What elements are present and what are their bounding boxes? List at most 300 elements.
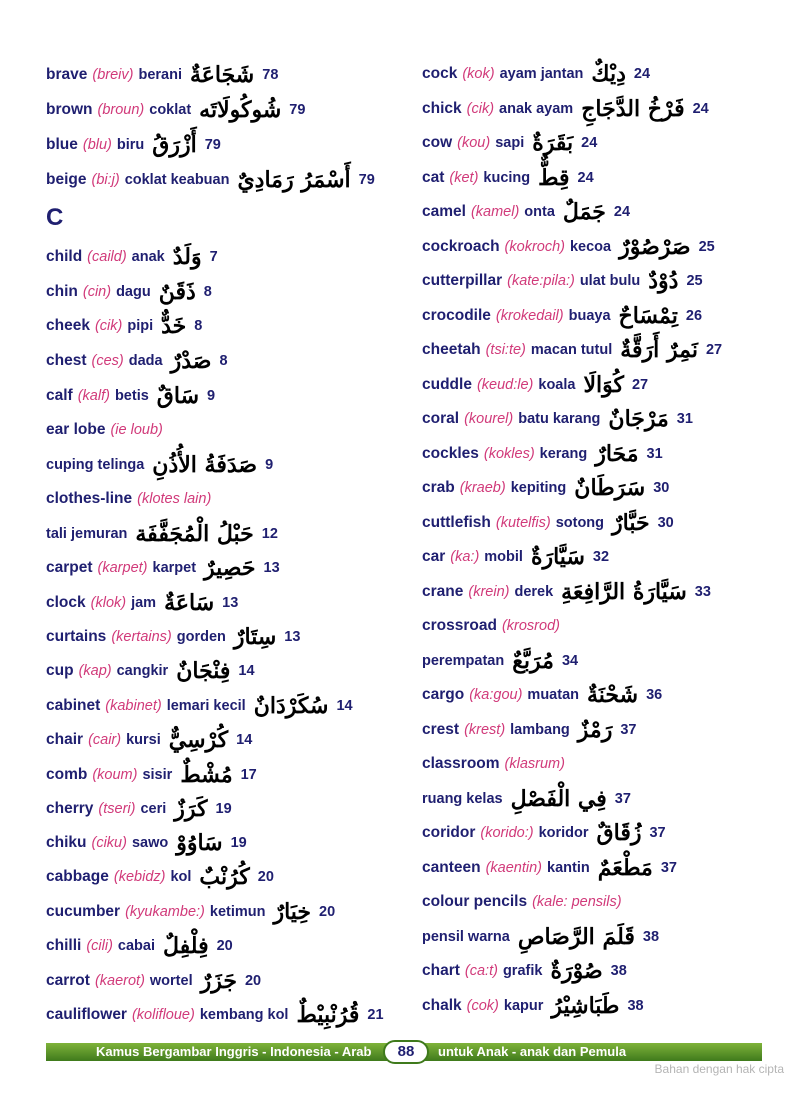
page-reference: 78 (262, 67, 279, 83)
dictionary-entry (422, 611, 560, 641)
pronunciation: (koum) (92, 767, 138, 783)
indonesian-translation: dagu (116, 284, 151, 300)
english-word: clothes-line (46, 490, 133, 507)
english-word: cock (422, 65, 458, 82)
pronunciation: (kaerot) (94, 973, 145, 989)
dictionary-entry (422, 128, 597, 158)
dictionary-entry (422, 577, 711, 607)
page-reference: 19 (215, 801, 232, 817)
dictionary-entry (422, 370, 648, 400)
pronunciation: (kabinet) (105, 698, 162, 714)
dictionary-entry (422, 266, 703, 296)
dictionary-entry (46, 897, 335, 927)
page-reference: 8 (203, 284, 212, 300)
indonesian-translation: koridor (538, 825, 589, 841)
arabic-translation: جَزَرٌ (200, 968, 237, 994)
english-word: crane (422, 582, 464, 600)
page-reference: 27 (705, 342, 723, 358)
english-word: cat (422, 168, 445, 186)
english-word: crab (422, 479, 455, 496)
dictionary-entry (422, 94, 709, 124)
pronunciation: (kraeb) (459, 480, 506, 496)
english-word: blue (46, 136, 78, 153)
page-reference: 24 (581, 135, 598, 151)
page-reference: 34 (561, 652, 579, 669)
page-reference: 79 (204, 137, 221, 153)
english-word: coral (422, 410, 460, 427)
english-word: chiku (46, 834, 87, 851)
dictionary-entry (422, 956, 627, 986)
arabic-translation: قَلَمَ الرَّصَاصِ (517, 923, 635, 950)
section-letter: C (46, 204, 64, 231)
indonesian-translation: kecoa (569, 238, 612, 255)
dictionary-entry (422, 163, 594, 193)
arabic-translation: سَرَطَانٌ (574, 475, 646, 501)
pronunciation: (ka:gou) (469, 687, 523, 703)
pronunciation: (kolifloue) (131, 1007, 195, 1023)
arabic-translation: شَجَاعَةٌ (189, 62, 255, 88)
arabic-translation: شُوكُولَاتَه (199, 97, 282, 123)
arabic-translation: سَيَّارَةُ الرَّافِعَةِ (561, 578, 687, 605)
arabic-translation: حَصِيرٌ (204, 555, 256, 581)
page-reference: 14 (336, 698, 353, 714)
english-word: chilli (46, 937, 82, 954)
indonesian-translation: ruang kelas (422, 790, 503, 807)
dictionary-entry (46, 130, 221, 160)
page-reference: 13 (263, 560, 280, 576)
indonesian-translation: lemari kecil (166, 698, 246, 714)
pronunciation: (kap) (78, 663, 112, 679)
arabic-translation: زُقَاقٌ (596, 820, 642, 846)
pronunciation: (klotes lain) (137, 491, 212, 507)
page-reference: 32 (592, 549, 610, 565)
english-word: cockroach (422, 237, 500, 255)
dictionary-entry (46, 484, 211, 514)
indonesian-translation: kembang kol (199, 1007, 289, 1023)
pronunciation: (cik) (466, 100, 495, 117)
dictionary-entry (46, 931, 233, 961)
indonesian-translation: anak ayam (499, 100, 574, 117)
arabic-translation: سِتَارٌ (233, 624, 277, 650)
page-reference: 30 (653, 480, 670, 496)
english-word: carpet (46, 559, 93, 576)
page-reference: 36 (646, 687, 663, 703)
dictionary-entry (422, 818, 666, 848)
page-reference: 24 (577, 169, 594, 186)
indonesian-translation: anak (131, 249, 165, 265)
english-word: crocodile (422, 306, 491, 324)
dictionary-entry (46, 346, 228, 376)
indonesian-translation: sawo (131, 835, 169, 851)
indonesian-translation: perempatan (422, 652, 505, 669)
page-reference: 17 (240, 767, 257, 783)
arabic-translation: فَرْخُ الدَّجَاجِ (581, 95, 685, 122)
page-reference: 37 (620, 721, 637, 738)
indonesian-translation: cangkir (116, 663, 169, 679)
dictionary-entry (46, 415, 163, 445)
page-reference: 24 (633, 66, 651, 82)
page-reference: 38 (610, 963, 627, 979)
dictionary-entry (422, 301, 702, 331)
indonesian-translation: sisir (142, 767, 173, 783)
english-word: chart (422, 962, 460, 979)
page-reference: 31 (646, 445, 663, 462)
arabic-translation: صُوْرَةٌ (550, 958, 603, 984)
pronunciation: (cik) (94, 318, 123, 334)
dictionary-entry (46, 165, 375, 195)
arabic-translation: حَبَّارٌ (612, 509, 650, 536)
arabic-translation: سَاعَةٌ (164, 590, 215, 616)
english-word: beige (46, 171, 87, 188)
english-word: coridor (422, 824, 476, 841)
dictionary-entry (46, 691, 353, 721)
arabic-translation: رَمْزٌ (577, 716, 613, 743)
indonesian-translation: coklat (149, 102, 192, 118)
english-word: canteen (422, 858, 481, 876)
page-reference: 12 (261, 526, 278, 542)
page-reference: 37 (614, 790, 631, 807)
english-word: cockles (422, 444, 479, 462)
english-word: colour pencils (422, 893, 528, 910)
indonesian-translation: wortel (149, 973, 193, 989)
english-word: cabbage (46, 868, 109, 885)
english-word: car (422, 548, 446, 565)
pronunciation: (keud:le) (476, 376, 534, 393)
indonesian-translation: mobil (484, 549, 523, 565)
dictionary-entry (46, 622, 300, 652)
dictionary-entry (422, 991, 644, 1021)
indonesian-translation: buaya (568, 307, 611, 324)
pronunciation: (ka:) (450, 549, 480, 565)
page-reference: 7 (209, 249, 218, 265)
dictionary-entry (422, 749, 565, 779)
pronunciation: (kebidz) (113, 869, 166, 885)
arabic-translation: كُرُنْبٌ (199, 864, 250, 890)
dictionary-entry (46, 966, 261, 996)
indonesian-translation: muatan (527, 687, 579, 703)
dictionary-entry (422, 473, 669, 503)
page-reference: 13 (284, 629, 301, 645)
dictionary-entry (46, 725, 252, 755)
dictionary-entry (46, 381, 215, 411)
dictionary-entry (46, 60, 278, 90)
arabic-translation: فِنْجَانٌ (176, 658, 231, 684)
arabic-translation: بَقَرَةٌ (532, 130, 574, 156)
indonesian-translation: cabai (117, 938, 155, 954)
arabic-translation: سَيَّارَةٌ (530, 544, 585, 570)
indonesian-translation: karpet (152, 560, 197, 576)
page-reference: 14 (236, 732, 253, 748)
footer-book-title: Kamus Bergambar Inggris - Indonesia - Arab (96, 1044, 372, 1059)
pronunciation: (krein) (468, 583, 510, 600)
indonesian-translation: gorden (176, 629, 226, 645)
pronunciation: (ket) (449, 169, 479, 186)
english-word: carrot (46, 972, 90, 989)
page-reference: 24 (692, 100, 709, 117)
indonesian-translation: grafik (502, 963, 543, 979)
arabic-translation: خِيَارٌ (273, 899, 312, 925)
arabic-translation: أَزْرَقُ (152, 132, 197, 158)
arabic-translation: ذَقَنٌ (158, 279, 196, 305)
english-word: crest (422, 720, 460, 738)
pronunciation: (breiv) (92, 67, 134, 83)
english-word: classroom (422, 755, 500, 772)
dictionary-entry (422, 508, 674, 538)
indonesian-translation: kapur (503, 997, 544, 1014)
arabic-translation: صَرْصُوْرٌ (619, 233, 691, 260)
page-reference: 13 (222, 595, 239, 611)
dictionary-entry (422, 335, 722, 365)
indonesian-translation: tali jemuran (46, 526, 128, 542)
arabic-translation: نَمِرٌ أَرَقَّةٌ (620, 337, 698, 363)
pronunciation: (ca:t) (464, 963, 498, 979)
arabic-translation: شَحْنَةٌ (587, 682, 639, 708)
indonesian-translation: pipi (127, 318, 154, 334)
pronunciation: (cili) (86, 938, 113, 954)
dictionary-entry (422, 853, 677, 883)
indonesian-translation: kantin (547, 859, 590, 876)
arabic-translation: مُشْطٌ (180, 762, 233, 788)
indonesian-translation: ulat bulu (579, 273, 641, 289)
english-word: brave (46, 66, 88, 83)
pronunciation: (klasrum) (504, 756, 565, 772)
page-reference: 31 (676, 411, 693, 427)
dictionary-entry (422, 784, 631, 814)
dictionary-entry (422, 59, 650, 89)
pronunciation: (korido:) (480, 825, 534, 841)
dictionary-entry (46, 1000, 384, 1030)
page-reference: 27 (631, 376, 649, 393)
dictionary-entry (46, 794, 232, 824)
pronunciation: (ciku) (91, 835, 127, 851)
arabic-translation: قِطٌّ (538, 164, 570, 191)
dictionary-entry (422, 646, 578, 676)
dictionary-entry (422, 887, 622, 917)
page-reference: 79 (289, 102, 306, 118)
pronunciation: (broun) (97, 102, 145, 118)
english-word: curtains (46, 628, 107, 645)
english-word: chest (46, 352, 87, 369)
page-reference: 26 (685, 307, 703, 324)
pronunciation: (ie loub) (110, 422, 163, 438)
pronunciation: (kyukambe:) (125, 904, 205, 920)
page-reference: 37 (660, 859, 677, 876)
arabic-translation: سُكَرْدَانٌ (253, 693, 329, 719)
arabic-translation: فِي الْفَصْلِ (510, 785, 607, 812)
dictionary-entry (46, 277, 212, 307)
dictionary-entry (46, 311, 202, 341)
arabic-translation: مَطْعَمٌ (597, 854, 653, 881)
arabic-translation: مَرْجَانٌ (608, 406, 669, 432)
footer-bar (46, 1043, 762, 1061)
pronunciation: (bi:j) (91, 172, 120, 188)
pronunciation: (cair) (88, 732, 122, 748)
english-word: cow (422, 134, 453, 151)
copyright-notice: Bahan dengan hak cipta (654, 1062, 784, 1076)
page-reference: 30 (657, 514, 674, 531)
page-reference: 19 (230, 835, 247, 851)
page-reference: 38 (642, 928, 660, 945)
dictionary-entry (422, 715, 636, 745)
pronunciation: (kaentin) (485, 859, 543, 876)
english-word: clock (46, 594, 86, 611)
english-word: ear lobe (46, 421, 106, 438)
english-word: cuttlefish (422, 513, 491, 531)
arabic-translation: سَاوُوْ (176, 830, 223, 856)
english-word: chin (46, 283, 78, 300)
pronunciation: (kokles) (483, 445, 535, 462)
page-reference: 21 (367, 1007, 384, 1023)
english-word: camel (422, 203, 466, 220)
indonesian-translation: coklat keabuan (124, 172, 230, 188)
indonesian-translation: cuping telinga (46, 457, 145, 473)
indonesian-translation: derek (514, 583, 554, 600)
page-reference: 9 (265, 457, 274, 473)
dictionary-entry (422, 680, 662, 710)
page-reference: 8 (219, 353, 228, 369)
english-word: cargo (422, 686, 465, 703)
indonesian-translation: macan tutul (530, 342, 613, 358)
dictionary-entry (46, 519, 278, 549)
arabic-translation: كُوَالَا (583, 371, 624, 398)
page-reference: 79 (358, 172, 375, 188)
indonesian-translation: koala (538, 376, 576, 393)
pronunciation: (kou) (457, 135, 491, 151)
pronunciation: (cok) (466, 997, 499, 1014)
indonesian-translation: ceri (140, 801, 167, 817)
english-word: chalk (422, 996, 462, 1014)
english-word: cheetah (422, 341, 481, 358)
arabic-translation: صَدْرٌ (170, 348, 212, 374)
english-word: chick (422, 99, 462, 117)
arabic-translation: دِيْكٌ (591, 61, 626, 87)
arabic-translation: صَدَفَةُ الأُذُنِ (152, 452, 258, 478)
page-reference: 33 (694, 583, 711, 600)
english-word: cherry (46, 800, 94, 817)
arabic-translation: قُرُنْبِيْطٌ (296, 1002, 360, 1028)
pronunciation: (kourel) (464, 411, 514, 427)
page-reference: 25 (698, 238, 715, 255)
page-reference: 37 (649, 825, 666, 841)
page-reference: 25 (686, 273, 703, 289)
page-reference: 24 (613, 204, 631, 220)
english-word: child (46, 248, 83, 265)
arabic-translation: حَبْلُ الْمُجَفَّفَة (135, 521, 254, 547)
dictionary-entry (46, 242, 218, 272)
dictionary-entry (422, 232, 715, 262)
pronunciation: (kertains) (111, 629, 172, 645)
pronunciation: (karpet) (97, 560, 148, 576)
indonesian-translation: berani (138, 67, 182, 83)
indonesian-translation: sapi (495, 135, 525, 151)
indonesian-translation: lambang (510, 721, 570, 738)
english-word: cabinet (46, 697, 101, 714)
indonesian-translation: pensil warna (422, 928, 510, 945)
page-reference: 38 (627, 997, 644, 1014)
pronunciation: (blu) (82, 137, 112, 153)
dictionary-entry (46, 95, 305, 125)
dictionary-entry (422, 439, 663, 469)
arabic-translation: تِمْسَاحٌ (618, 302, 678, 329)
indonesian-translation: kucing (483, 169, 531, 186)
dictionary-entry (46, 828, 247, 858)
page-reference: 20 (216, 938, 233, 954)
pronunciation: (kale: pensils) (532, 894, 622, 910)
page-reference: 8 (194, 318, 203, 334)
pronunciation: (kalf) (77, 388, 110, 404)
arabic-translation: كَرَزٌ (174, 796, 208, 822)
indonesian-translation: kursi (126, 732, 161, 748)
pronunciation: (klok) (90, 595, 127, 611)
indonesian-translation: dada (128, 353, 163, 369)
english-word: cuddle (422, 375, 472, 393)
dictionary-entry (422, 542, 609, 572)
pronunciation: (kamel) (470, 204, 520, 220)
indonesian-translation: onta (524, 204, 555, 220)
indonesian-translation: kepiting (510, 480, 567, 496)
pronunciation: (krosrod) (501, 618, 560, 634)
arabic-translation: طَبَاشِيْرُ (551, 992, 620, 1019)
pronunciation: (krest) (464, 721, 506, 738)
dictionary-entry (422, 197, 630, 227)
page-reference: 9 (207, 388, 216, 404)
pronunciation: (kate:pila:) (507, 273, 575, 289)
dictionary-entry (46, 760, 257, 790)
arabic-translation: أَسْمَرُ رَمَادِيٌ (237, 167, 351, 193)
english-word: calf (46, 387, 73, 404)
dictionary-entry (422, 922, 659, 952)
arabic-translation: فِلْفِلٌ (163, 933, 209, 959)
arabic-translation: سَاقٌ (156, 383, 200, 409)
page-number: 88 (383, 1040, 429, 1064)
pronunciation: (ces) (91, 353, 124, 369)
page-reference: 20 (319, 904, 336, 920)
english-word: comb (46, 766, 88, 783)
pronunciation: (caild) (87, 249, 127, 265)
indonesian-translation: biru (116, 137, 145, 153)
indonesian-translation: sotong (555, 514, 605, 531)
indonesian-translation: betis (114, 388, 149, 404)
english-word: cauliflower (46, 1006, 127, 1023)
dictionary-entry (46, 862, 274, 892)
page-reference: 20 (244, 973, 262, 989)
arabic-translation: وَلَدٌ (172, 244, 202, 270)
english-word: cucumber (46, 903, 121, 920)
indonesian-translation: jam (131, 595, 157, 611)
arabic-translation: كُرْسِيٌّ (168, 727, 229, 753)
indonesian-translation: kol (170, 869, 192, 885)
pronunciation: (cin) (82, 284, 112, 300)
arabic-translation: مُرَبَّعٌ (512, 647, 554, 674)
pronunciation: (tsi:te) (485, 342, 526, 358)
pronunciation: (kokroch) (504, 238, 565, 255)
arabic-translation: خَدٌّ (161, 313, 187, 339)
indonesian-translation: batu karang (518, 411, 601, 427)
indonesian-translation: ketimun (209, 904, 266, 920)
page-reference: 20 (257, 869, 274, 885)
english-word: cheek (46, 317, 90, 334)
page-reference: 14 (238, 663, 255, 679)
dictionary-entry (422, 404, 693, 434)
pronunciation: (tseri) (98, 801, 136, 817)
dictionary-entry (46, 553, 280, 583)
arabic-translation: مَحَارٌ (595, 440, 639, 467)
pronunciation: (kok) (462, 66, 495, 82)
indonesian-translation: ayam jantan (499, 66, 584, 82)
english-word: brown (46, 101, 93, 118)
dictionary-entry (46, 588, 238, 618)
footer-audience: untuk Anak - anak dan Pemula (438, 1044, 627, 1059)
